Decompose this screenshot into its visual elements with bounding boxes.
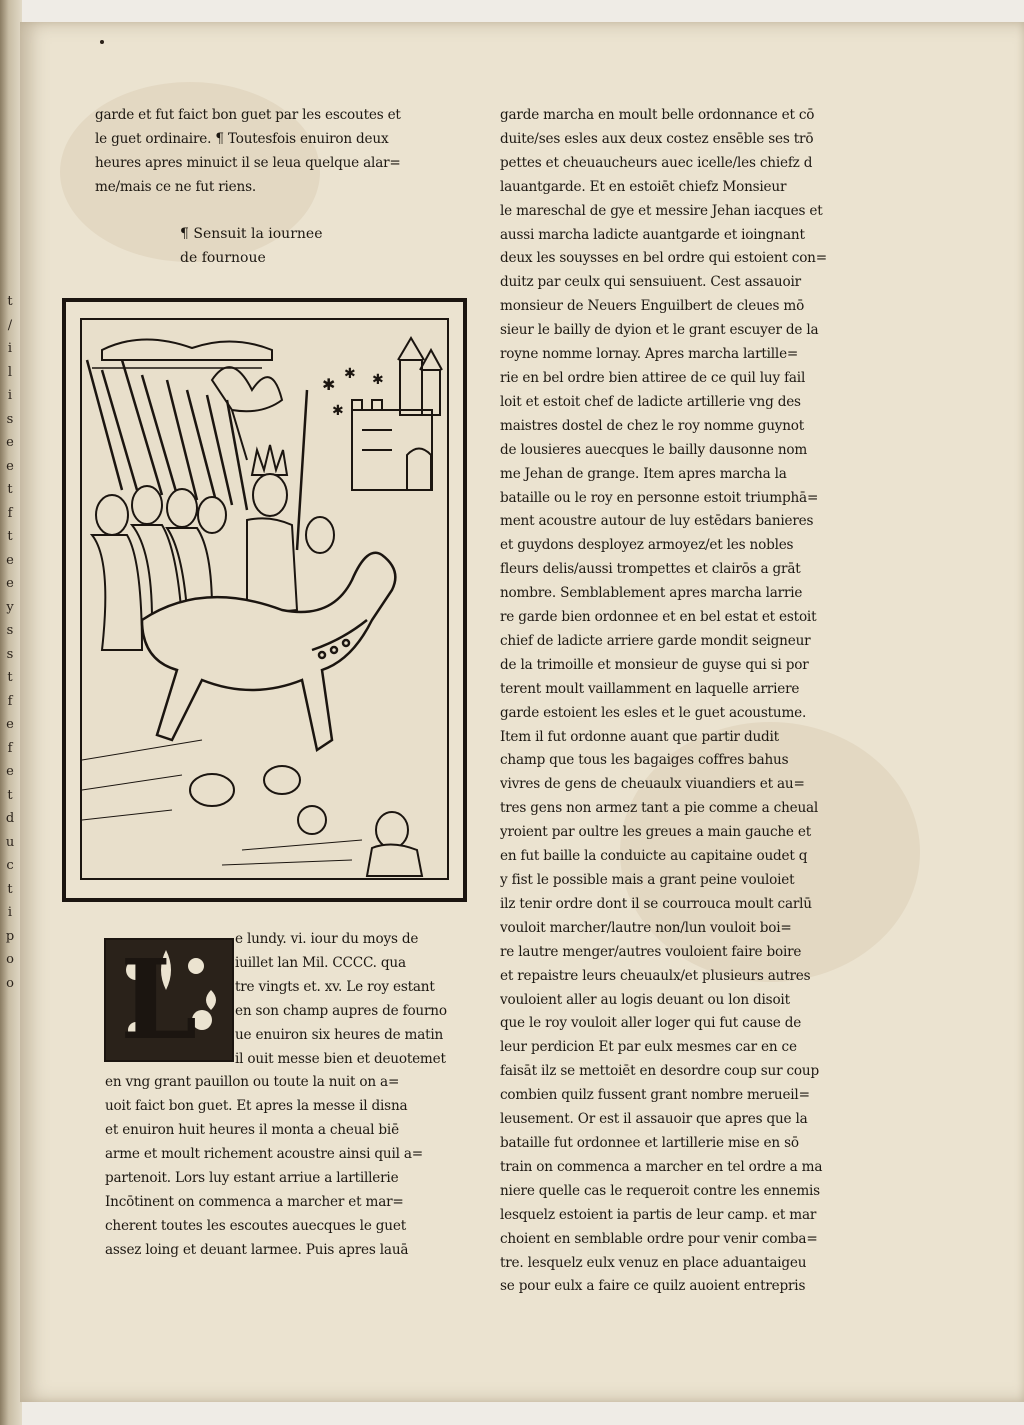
- edge-letter: e: [6, 458, 14, 474]
- text-line: e lundy. vi. iour du moys de: [235, 931, 419, 947]
- text-line: yroient par oultre les greues a main gauche et: [500, 824, 812, 841]
- heading-line: de fournoue: [180, 250, 266, 266]
- edge-letter: l: [7, 364, 13, 380]
- text-line: maistres dostel de chez le roy nomme guynot: [500, 417, 805, 434]
- text-line: tre. lesquelz eulx venuz en place aduantaigeu: [500, 1254, 807, 1271]
- edge-letter: o: [6, 975, 14, 991]
- text-line: bataille fut ordonnee et lartillerie mise en sō: [500, 1134, 799, 1151]
- text-line: duitz par ceulx qui sensuiuent. Cest assauoir: [500, 274, 801, 291]
- text-line: ilz tenir ordre dont il se courrouca moult carlū: [500, 895, 812, 912]
- initial-letter: L: [120, 935, 198, 1064]
- edge-letter: /: [7, 317, 13, 333]
- text-line: en vng grant pauillon ou toute la nuit on a=: [105, 1074, 400, 1091]
- text-line: et repaistre leurs cheuaulx/et plusieurs autres: [500, 967, 811, 984]
- text-line: vouloient aller au logis deuant ou lon disoit: [500, 991, 790, 1008]
- edge-letter: s: [6, 623, 14, 638]
- text-line: ment acoustre autour de luy estēdars banieres: [500, 513, 814, 530]
- edge-letter: c: [6, 858, 14, 873]
- text-line: re garde bien ordonnee et en bel estat et estoit: [500, 609, 817, 626]
- edge-letter: e: [6, 435, 14, 450]
- edge-letter: e: [6, 576, 14, 591]
- text-line: lesquelz estoient ia partis de leur camp. et mar: [500, 1206, 817, 1223]
- text-line: en son champ aupres de fourno: [235, 1002, 447, 1019]
- text-line: choient en semblable ordre pour venir comba=: [500, 1230, 818, 1247]
- edge-letter: o: [6, 952, 14, 967]
- edge-letter: t: [7, 881, 13, 897]
- text-line: rie en bel ordre bien attiree de ce quil luy fail: [500, 369, 806, 386]
- text-line: iuillet lan Mil. CCCC. qua: [235, 954, 406, 971]
- text-line: monsieur de Neuers Enguilbert de cleues mō: [500, 298, 805, 315]
- edge-letter: e: [6, 764, 14, 779]
- text-line: en fut baille la conduicte au capitaine oudet q: [500, 848, 808, 865]
- text-line: heures apres minuict il se leua quelque alar=: [95, 154, 401, 171]
- text-line: train on commenca a marcher en tel ordre a ma: [500, 1158, 823, 1175]
- text-line: leusement. Or est il assauoir que apres que la: [500, 1111, 808, 1128]
- text-line: garde marcha en moult belle ordonnance et cō: [500, 107, 815, 123]
- text-line: lauantgarde. Et en estoiēt chiefz Monsieur: [500, 178, 787, 195]
- text-line: me Jehan de grange. Item apres marcha la: [500, 465, 787, 482]
- text-line: leur perdicion Et par eulx mesmes car en ce: [500, 1039, 797, 1056]
- text-line: royne nomme lornay. Apres marcha lartille=: [500, 346, 799, 363]
- text-line: vivres de gens de cheuaulx viuandiers et au=: [500, 776, 805, 793]
- text-line: fleurs delis/aussi trompettes et clairōs a grāt: [500, 561, 801, 578]
- text-line: niere quelle cas le requeroit contre les ennemis: [500, 1182, 820, 1199]
- edge-letter: i: [7, 905, 13, 920]
- edge-letter: t: [7, 670, 13, 685]
- edge-letter: s: [6, 411, 14, 427]
- text-line: que le roy vouloit aller loger qui fut cause de: [500, 1015, 802, 1032]
- text-line: sieur le bailly de dyion et le grant escuyer de la: [500, 322, 819, 339]
- text-line: le mareschal de gye et messire Jehan iacques et: [500, 202, 823, 219]
- text-line: garde estoient les esles et le guet acoustume.: [500, 704, 807, 721]
- text-line: de la trimoille et monsieur de guyse qui si por: [500, 656, 809, 673]
- edge-letter: f: [7, 740, 13, 756]
- text-line: tres gens non armez tant a pie comme a cheual: [500, 800, 819, 817]
- svg-text:✱: ✱: [332, 403, 344, 419]
- text-line: tre vingts et. xv. Le roy estant: [235, 978, 435, 995]
- left-column-top-text: [95, 104, 485, 200]
- text-line: aussi marcha ladicte auantgarde et ioingnant: [500, 226, 805, 243]
- section-heading: [180, 222, 440, 270]
- edge-letter: i: [7, 388, 13, 403]
- edge-letter: i: [7, 341, 13, 356]
- text-line: me/mais ce ne fut riens.: [95, 178, 256, 195]
- text-line: vouloit marcher/lautre non/lun vouloit boi=: [500, 919, 792, 936]
- text-line: y fist le possible mais a grant peine vouloiet: [500, 872, 795, 888]
- svg-text:✱: ✱: [344, 366, 356, 382]
- text-line: le guet ordinaire. ¶ Toutesfois enuiron deux: [95, 130, 389, 147]
- text-line: ue enuiron six heures de matin: [235, 1026, 444, 1043]
- text-line: cherent toutes les escoutes auecques le guet: [105, 1217, 406, 1234]
- text-line: faisāt ilz se mettoiēt en desordre coup sur coup: [500, 1063, 819, 1080]
- text-line: deux les souysses en bel ordre qui estoient con=: [500, 250, 827, 267]
- edge-letter: p: [5, 928, 15, 944]
- text-line: et enuiron huit heures il monta a cheual biē: [105, 1122, 399, 1139]
- edge-letter: t: [7, 529, 13, 544]
- edge-letter: e: [6, 552, 14, 568]
- text-line: de lousieres auecques le bailly dausonne nom: [500, 441, 808, 458]
- edge-letter: t: [7, 482, 13, 497]
- text-line: se pour eulx a faire ce quilz auoient entrepris: [500, 1278, 806, 1295]
- svg-text:✱: ✱: [322, 375, 336, 394]
- woodcut-illustration: [62, 298, 467, 902]
- text-line: loit et estoit chef de ladicte artillerie vng des: [500, 393, 801, 410]
- text-line: terent moult vaillamment en laquelle arriere: [500, 680, 800, 697]
- text-line: uoit faict bon guet. Et apres la messe il disna: [105, 1098, 408, 1115]
- edge-letter: y: [6, 599, 14, 615]
- text-line: re lautre menger/autres vouloient faire boire: [500, 943, 802, 960]
- text-line: garde et fut faict bon guet par les escoutes et: [95, 107, 401, 123]
- text-line: il ouit messe bien et deuotemet: [235, 1050, 446, 1067]
- edge-letter: f: [7, 505, 13, 521]
- text-line: nombre. Semblablement apres marcha larrie: [500, 585, 803, 602]
- text-line: et guydons desployez armoyez/et les nobles: [500, 537, 794, 554]
- ink-dot: [100, 40, 104, 44]
- text-line: Item il fut ordonne auant que partir dudit: [500, 728, 779, 745]
- edge-letter: t: [7, 787, 13, 803]
- left-column-bottom-text: [105, 928, 485, 1263]
- right-column-text: [500, 104, 885, 1299]
- edge-letter: e: [6, 717, 14, 732]
- text-line: pettes et cheuaucheurs auec icelle/les chiefz d: [500, 154, 813, 171]
- text-line: Incōtinent on commenca a marcher et mar=: [105, 1193, 404, 1210]
- text-line: combien quilz fussent grant nombre merueil=: [500, 1087, 810, 1104]
- heading-line: ¶ Sensuit la iournee: [180, 226, 323, 242]
- text-line: champ que tous les bagaiges coffres bahus: [500, 752, 789, 769]
- text-line: chief de ladicte arriere garde mondit seigneur: [500, 632, 811, 649]
- text-line: assez loing et deuant larmee. Puis apres lauā: [105, 1241, 409, 1258]
- text-line: duite/ses esles aux deux costez ensēble ses trō: [500, 130, 814, 147]
- edge-letter: s: [6, 646, 14, 662]
- facing-page-edge-text: [3, 290, 17, 995]
- text-line: partenoit. Lors luy estant arriue a lartillerie: [105, 1170, 399, 1187]
- edge-letter: f: [7, 693, 13, 709]
- text-line: bataille ou le roy en personne estoit triumphā=: [500, 489, 819, 506]
- edge-letter: u: [5, 834, 15, 850]
- edge-letter: t: [7, 294, 13, 309]
- svg-text:✱: ✱: [372, 372, 384, 388]
- woodcut-drawing: [82, 320, 447, 878]
- woodcut-scene: [80, 318, 449, 880]
- text-line: arme et moult richement acoustre ainsi quil a=: [105, 1146, 423, 1163]
- edge-letter: d: [5, 811, 15, 826]
